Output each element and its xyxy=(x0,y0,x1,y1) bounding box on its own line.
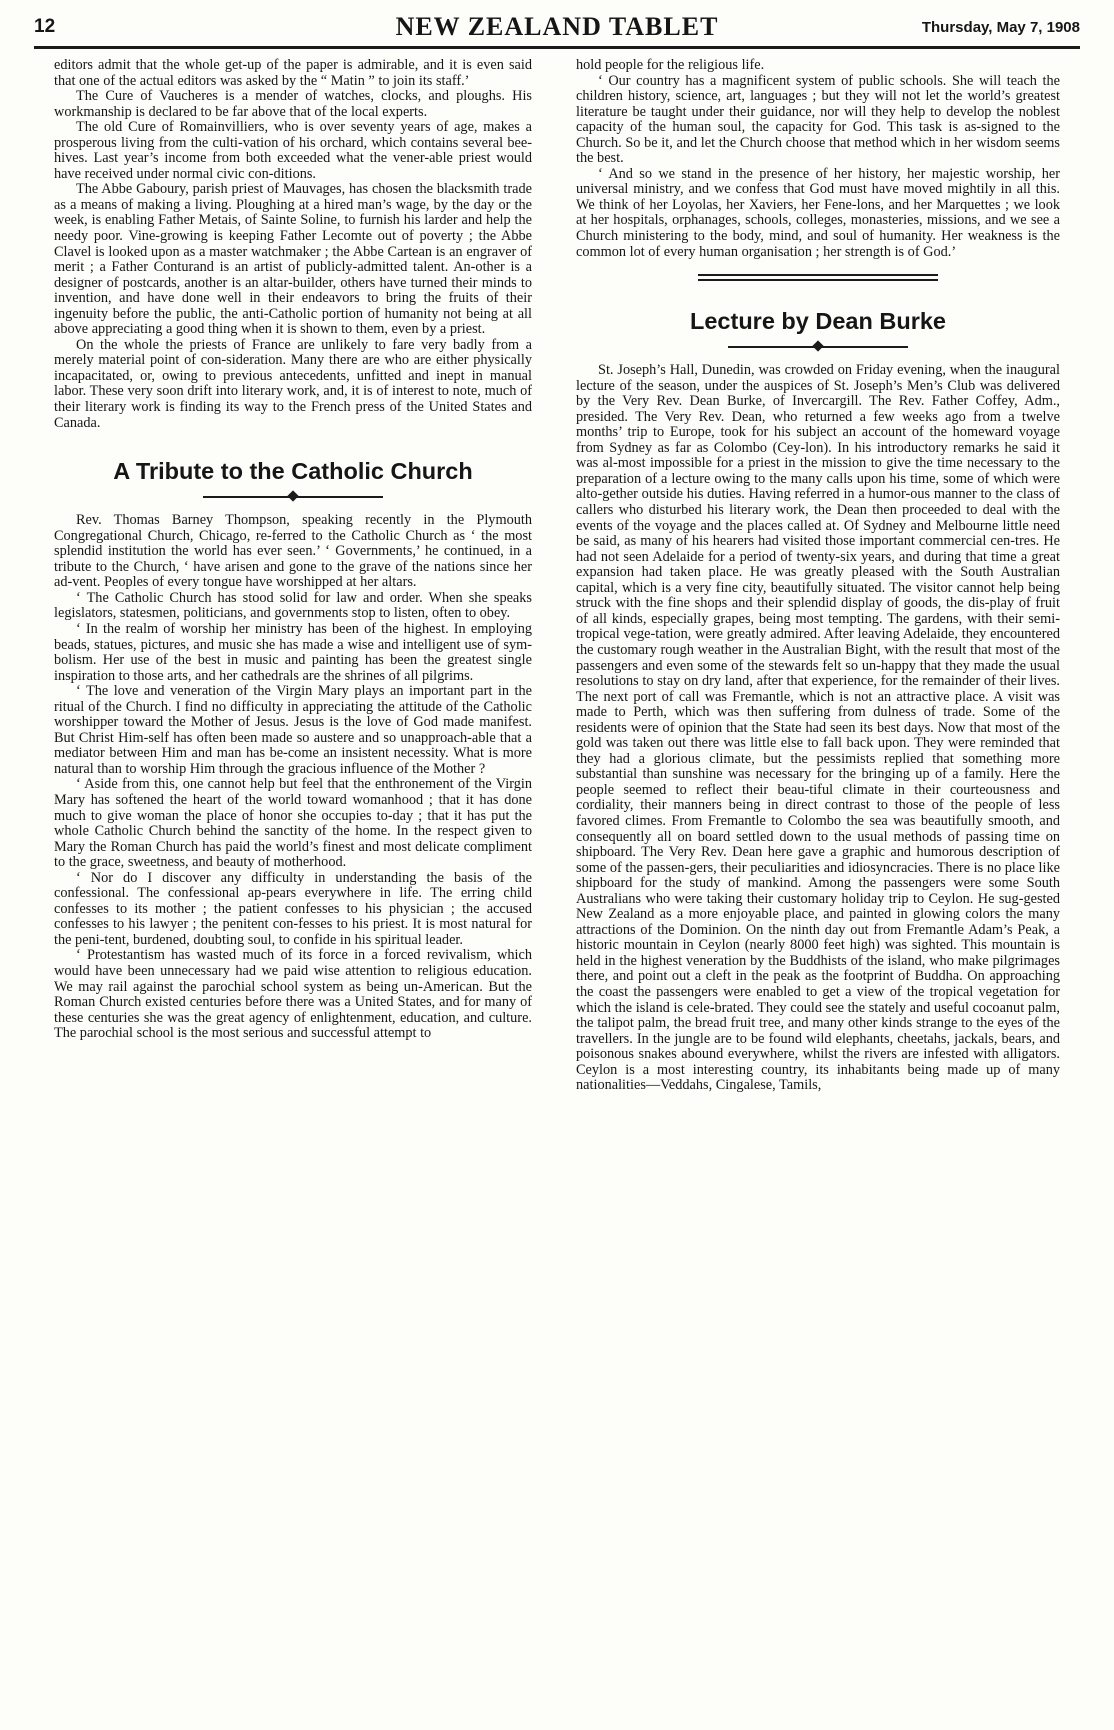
article-paragraph: ‘ The Catholic Church has stood solid for law and order. When she speaks legislators, statesmen, politicians, and governments stop to listen, often to obey. xyxy=(54,589,532,622)
diamond-rule xyxy=(728,341,908,353)
diamond-rule xyxy=(203,491,383,503)
article-paragraph: ‘ And so we stand in the presence of her history, her majestic worship, her universal ministry, and we confess that God must have moved mightily in all this. We think of her Loyolas, her Xaviers, her Fene-lons, and her Marquettes ; we look at her hospitals, orphanages, schools, colleges, monasteries, missions, and we see a Church ministering to the body, mind, and soul of humanity. Her weakness is the common lot of every human organisation ; her strength is of God.’ xyxy=(576,165,1060,260)
article-paragraph: On the whole the priests of France are unlikely to fare very badly from a merely material point of con-sideration. Many there are who are either physically incapacitated, or, owing to previous antecedents, unfitted and inept in manual labor. These very soon drift into literary work, and, it is of interest to note, much of their literary work is finding its way to the French press of the United States and Canada. xyxy=(54,336,532,431)
issue-date: Thursday, May 7, 1908 xyxy=(921,19,1080,36)
article-paragraph: Rev. Thomas Barney Thompson, speaking recently in the Plymouth Congregational Church, Chicago, re-ferred to the Catholic Church as ‘ the most splendid institution the world has ever seen.’ ‘ Governments,’ he continued, in a tribute to the Church, ‘ have arisen and gone to the grave of the nations since her ad-vent. Peoples of every tongue have worshipped at her altars. xyxy=(54,512,532,591)
article-paragraph: ‘ Protestantism has wasted much of its force in a forced revivalism, which would have been unnecessary had we paid wise attention to religious education. We may rail against the parochial school system as being un-American. But the Roman Church existed centuries before there was a United States, and for many of these centuries she was the great agency of enlightenment, education, and culture. The parochial school is the most serious and successful attempt to xyxy=(54,947,532,1042)
section-heading-lecture: Lecture by Dean Burke xyxy=(690,308,946,335)
article-paragraph: editors admit that the whole get-up of the paper is admirable, and it is even said that one of the actual editors was asked by the “ Matin ” to join its staff.’ xyxy=(54,58,532,89)
section-divider xyxy=(698,274,938,281)
article-paragraph: ‘ Aside from this, one cannot help but feel that the enthronement of the Virgin Mary has softened the heart of the world toward womanhood ; that it has done much to give woman the place of honor she occupies to-day ; that it has put the whole Catholic Church behind the sanctity of the home. In the respect given to Mary the Roman Church has paid the world’s finest and most delicate compliment to the grace, sweetness, and beauty of motherhood. xyxy=(54,776,532,871)
article-paragraph: hold people for the religious life. xyxy=(576,58,765,73)
article-paragraph: St. Joseph’s Hall, Dunedin, was crowded on Friday evening, when the inaugural lecture of the season, under the auspices of St. Joseph’s Men’s Club was delivered by the Very Rev. Dean Burke, of Invercargill. The Rev. Father Coffey, Adm., presided. The Very Rev. Dean, who returned a few weeks ago from a twelve months’ trip to Europe, took for his subject an account of the homeward voyage from Sydney as far as Colombo (Cey-lon). In his introductory remarks he said it was al-most impossible for a priest in the mission to give the time necessary to the preparation of a lecture owing to the many calls upon his time, some of which were alto-gether outside his duties. Having referred in a humor-ous manner to the class of callers who disturbed his literary work, the Dean then proceeded to deal with the events of the voyage and the places called at. Of Sydney and Melbourne little need be said, as many of his hearers had visited those important commercial cen-tres. He had not seen Adelaide for a period of twenty-six years, and during that time a great expansion had taken place. He was greatly pleased with the South Australian capital, which is a very fine city, beautifully situated. The visitor cannot help being struck with the fine shops and their splendid display of goods, the dis-play of fruit of all kinds, especially grapes, being most tempting. The gardens, with their semi-tropical vege-tation, were greatly admired. After leaving Adelaide, they encountered the customary rough weather in the Australian Bight, with the result that most of the passengers and even some of the stewards felt so un-happy that they made the usual resolutions to stay on dry land, after that experience, for the remainder of their lives. The next port of call was Fremantle, which is not an attractive place. A visit was made to Perth, which was then suffering from dulness of trade. Some of the residents were of opinion that the State had seen its best days. Now that most of the gold was taken out there was little else to fall back upon. They were reminded that they had a glorious climate, but the pessimists replied that something more substantial than sunshine was necessary for the bringing up of a family. Here the people seemed to reflect their beau-tiful climate in their courteousness and cordiality, their manners being in direct contrast to those of the people of less favored climes. From Fremantle to Colombo the sea was beautifully smooth, and consequently all on board settled down to the usual methods of passing time on shipboard. The Very Rev. Dean here gave a graphic and humorous description of some of the passen-gers, their peculiarities and idiosyncracies. There is no place like shipboard for the study of mankind. Among the passengers were some South Australians who were taking their customary holiday trip to Ceylon. He sug-gested New Zealand as a more enjoyable place, and painted in glowing colors the many attractions of the Dominion. On the ninth day out from Fremantle Adam’s Peak, a historic mountain in Ceylon (nearly 8000 feet high) was sighted. This mountain is held in the highest veneration by the Buddhists of the island, who make pilgrimages there, and point out a cleft in the peak as the footprint of Buddha. On approaching the coast the passengers were enabled to get a view of the tropical vegetation for which the island is cele-brated. They could see the stately and useful cocoanut palm, the talipot palm, the bread fruit tree, and many other kinds strange to the eyes of the travellers. In the jungle are to be found wild elephants, cheetahs, jackals, bears, and poisonous snakes abound everywhere, whilst the rivers are infested with alligators. Ceylon is a most interesting country, its inhabitants being made up of many nationalities—Veddahs, Cingalese, Tamils, xyxy=(576,362,1060,1094)
article-paragraph: The Abbe Gaboury, parish priest of Mauvages, has chosen the blacksmith trade as a means of making a living. Ploughing at a hired man’s wage, by the day or the week, is enabling Father Metais, of Sainte Soline, to furnish his larder and help the needy poor. Vine-growing is keeping Father Lecomte out of poverty ; the Abbe Clavel is looked upon as a master watchmaker ; the Abbe Cartean is an engraver of merit ; a Father Conturand is an artist of publicly-admitted talent. An-other is a designer of postcards, another is an altar-builder, others have turned their minds to invention, and have done well in their endeavors to bring the fruits of their ingenuity before the public, the anti-Catholic portion of humanity not being at all above appreciating a good thing when it is shown to them, even by a priest. xyxy=(54,181,532,338)
article-paragraph: ‘ The love and veneration of the Virgin Mary plays an important part in the ritual of the Church. I find no difficulty in appreciating the attitude of the Catholic worshipper toward the Mother of Jesus. Jesus is the love of God made manifest. But Christ Him-self has often been made so austere and so unapproach-able that a mediator between Him and man has be-come an insistent necessity. What is more natural than to worship Him through the gracious influence of the Mother ? xyxy=(54,683,532,777)
article-paragraph: The old Cure of Romainvilliers, who is over seventy years of age, makes a prosperous living from the culti-vation of his orchard, which contains several bee-hives. Last year’s income from both exceeded what the vener-able priest would have received under normal civic con-ditions. xyxy=(54,119,532,182)
article-paragraph: ‘ In the realm of worship her ministry has been of the highest. In employing beads, statues, pictures, and music she has made a wise and intelligent use of sym-bolism. Her use of the best in music and painting has been the greatest single inspiration to those arts, and her cathedrals are the shrines of all pilgrims. xyxy=(54,620,532,684)
article-paragraph: ‘ Nor do I discover any difficulty in understanding the basis of the confessional. The confessional ap-pears everywhere in life. The erring child confesses to its mother ; the patient confesses to his physician ; the accused confesses to his lawyer ; the penitent con-fesses to his priest. It is most natural for the peni-tent, burdened, doubting soul, to confide in his spiritual leader. xyxy=(54,869,532,948)
publication-title: NEW ZEALAND TABLET xyxy=(395,12,719,41)
right-column xyxy=(576,58,1060,1710)
section-heading-tribute: A Tribute to the Catholic Church xyxy=(113,458,473,485)
masthead xyxy=(34,10,1080,49)
left-column xyxy=(54,58,532,1710)
page-number: 12 xyxy=(34,16,56,37)
article-paragraph: The Cure of Vaucheres is a mender of watches, clocks, and ploughs. His workmanship is declared to be far above that of the local experts. xyxy=(54,88,532,120)
article-paragraph: ‘ Our country has a magnificent system of public schools. She will teach the children history, science, art, languages ; but they will not let the world’s greatest literature be taught under their guidance, nor will they help to develop the noblest capacity of the human soul, the capacity for God. This task is as-signed to the Church. So be it, and let the Church choose that method which in her wisdom seems the best. xyxy=(576,72,1060,167)
